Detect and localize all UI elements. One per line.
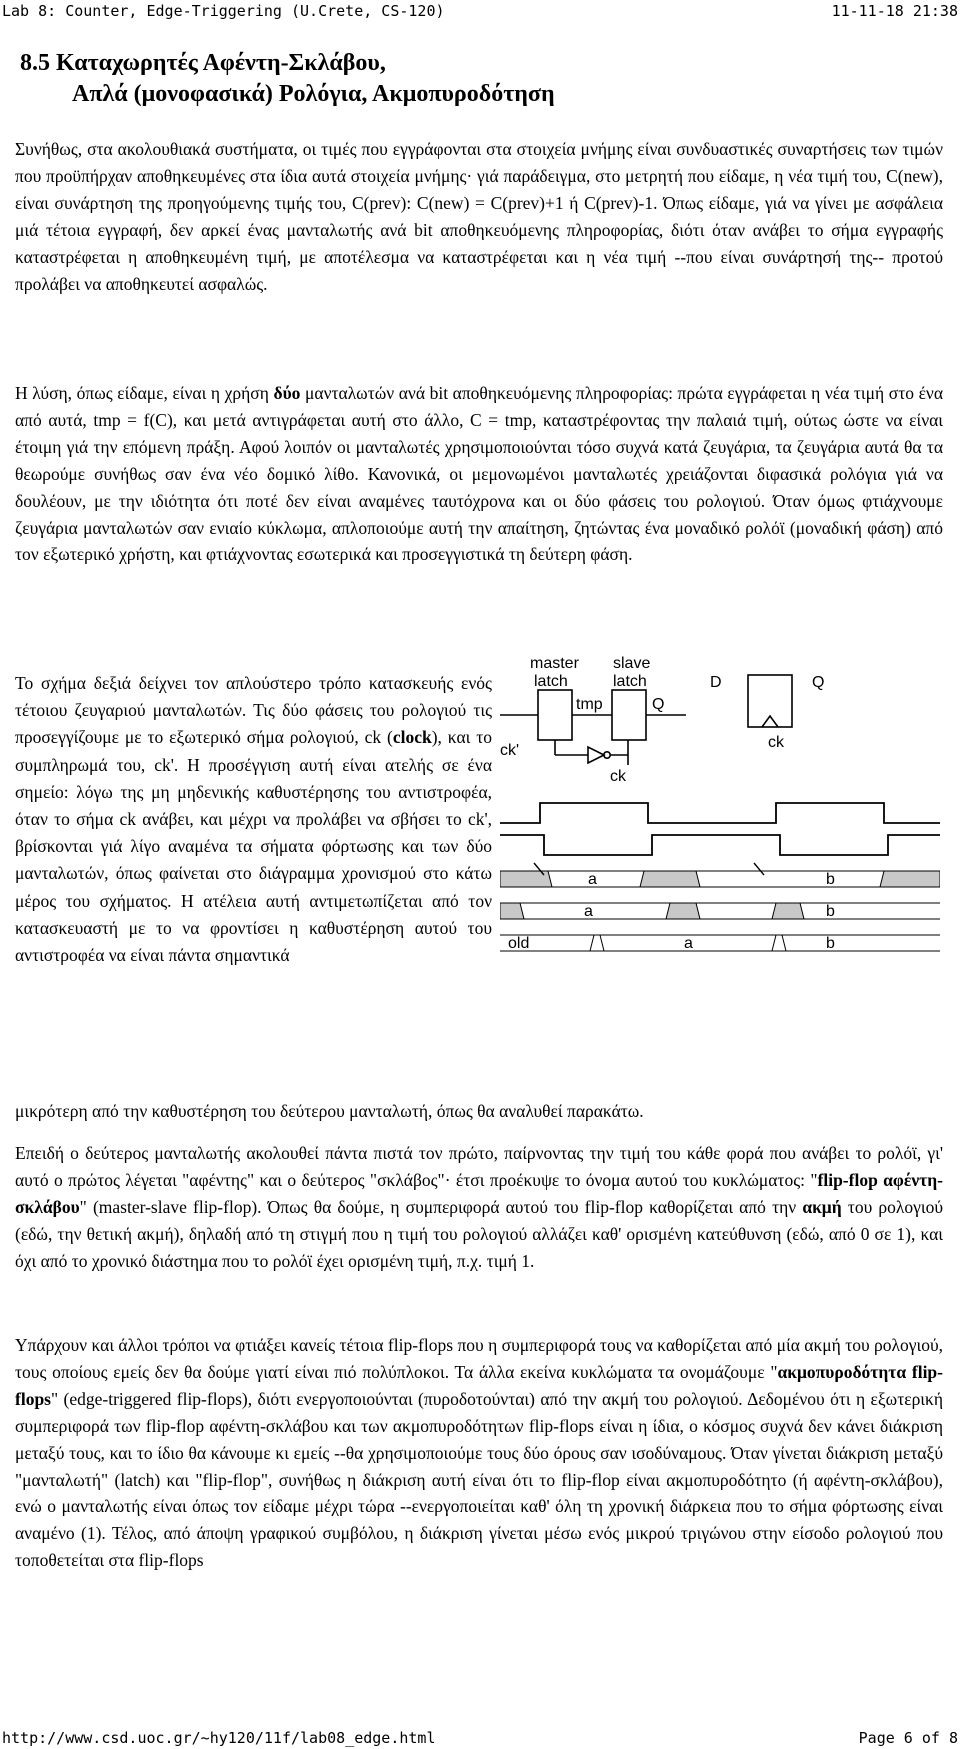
timing-tmp-shaded-1: [500, 903, 524, 919]
timing-d-shaded-3: [880, 871, 940, 887]
para5-text-a: Υπάρχουν και άλλοι τρόποι να φτιάξει κανείς τέτοια flip-flops που η συμπεριφορά τους να καθορίζεται από μία ακμή του ρολογιού, τους οποίους εμείς δεν θα δούμε γιατί είναι πιό πολύπλοκοι. Τα άλλα εκείνα κυκλώματα τα ονομάζουμε ": [15, 1335, 943, 1382]
slave-label-line-2: latch: [613, 673, 647, 690]
section-title-line-1: 8.5 Καταχωρητές Αφέντη-Σκλάβου,: [20, 50, 386, 76]
timing-tmp-row: [500, 903, 940, 920]
timing-ckp-waveform: [500, 835, 940, 855]
schematic-tmp-label: tmp: [576, 696, 603, 713]
paragraph-3: [15, 670, 492, 969]
section-title-line-2: Απλά (μονοφασικά) Ρολόγια, Ακμοπυροδότηση: [72, 81, 555, 107]
para5-bold-edge-triggered: ακμοπυροδότητα flip-flops: [15, 1361, 943, 1409]
para3-text-c: ), και το συμπληρωμά του, ck'. Η προσέγγιση αυτή είναι ατελής σε ένα σημείο: λόγω της μη μηδενικής καθυστέρησης του αντιστροφέα, όταν το σήμα ck ανάβει, και μέχρι να προλάβει να σβήσει το ck', βρίσκονται γιά λίγο αναμένα τα σήματα φόρτωσης και των δύο μανταλωτών, όπως φαίνεται στο διάγραμμα χρονισμού στο κάτω μέρος του σχήματος. Η ατέλεια αυτή αντιμετωπίζεται από τον κατασκευαστή με το να φροντίσει η καθυστέρηση αυτού του αντιστροφέα να είναι πάντα σημαντικά: [15, 727, 492, 966]
schematic-ckp-label: ck': [500, 742, 520, 759]
flipflop-q-label: Q: [812, 674, 825, 691]
timing-tmp-shaded-3: [772, 903, 804, 919]
para2-text-c: μανταλωτών ανά bit αποθηκευόμενης πληροφορίας: πρώτα εγγράφεται η νέα τιμή στο ένα από αυτά, tmp = f(C), και μετά αντιγράφεται αυτή στο άλλο, C = tmp, καταστρέφοντας την παλαιά τιμή, ούτως ώστε να είναι έτοιμη γιά την επόμενη πράξη. Αφού λοιπόν οι μανταλωτές χρησιμοποιούνται τόσο συχνά κατά ζευγάρια, τα ζευγάρια αυτά θα τα θεωρούμε συνήθως σαν ένα νέο δομικό λίθο. Κανονικά, οι μεμονωμένοι μανταλωτές χρειάζονται διφασικά ρολόγια γιά να δουλέουν, με την ιδιότητα ότι ποτέ δεν είναι αναμένες ταυτόχρονα και οι δύο φάσεις του ρολογιού. Όταν όμως φτιάχνουμε ζευγάρια μανταλωτών σαν ενιαίο κύκλωμα, απλοποιούμε αυτή την απαίτηση, ζητώντας ένα μοναδικό ρολόϊ (μοναδική φάση) από τον εξωτερικό χρήστη, και φτιάχνοντας εσωτερικά και προσεγγιστικά τη δεύτερη φάση.: [15, 383, 944, 565]
timing-d-shaded-2: [640, 871, 700, 887]
paragraph-2: [15, 380, 943, 568]
paragraph-4: [15, 1140, 943, 1275]
timing-tmp-shaded-2: [666, 903, 700, 919]
para3-text-a: Το σχήμα δεξιά δείχνει τον απλούστερο τρόπο κατασκευής ενός τέτοιου ζευγαριού μανταλωτών. Τις δύο φάσεις του ρολογιού τις προσεγγίζουμε με το εξωτερικό σήμα ρολογιού, ck (: [15, 673, 492, 748]
timing-ck-waveform: [500, 803, 940, 823]
slave-latch-box: [612, 690, 646, 740]
timing-q-transition-2: [772, 935, 786, 951]
para4-text-a: Επειδή ο δεύτερος μανταλωτής ακολουθεί πάντα πιστά τον πρώτο, παίρνοντας την τιμή του κάθε φορά που ανάβει το ρολόϊ, γι' αυτό ο πρώτος λέγεται "αφέντης" και ο δεύτερος "σκλάβος"· έτσι προέκυψε το όνομα αυτού του κυκλώματος: ": [15, 1143, 943, 1190]
para2-bold-two: δύο: [273, 383, 301, 403]
section-title: [20, 48, 940, 110]
timing-q-transition-1: [590, 935, 604, 951]
flipflop-d-label: D: [710, 674, 722, 691]
para4-text-c: " (master-slave flip-flop). Όπως θα δούμε, η συμπεριφορά αυτού του flip-flop καθορίζεται από την: [79, 1196, 803, 1217]
flipflop-ck-label: ck: [768, 734, 784, 751]
schematic-q-label: Q: [652, 696, 665, 713]
timing-d-row: [500, 863, 940, 888]
header-title: Lab 8: Counter, Edge-Triggering (U.Crete, CS-120): [2, 2, 445, 20]
master-label-line-1: master: [530, 655, 579, 672]
footer-page-number: Page 6 of 8: [858, 1729, 958, 1747]
timing-tmp-value-a: a: [584, 903, 593, 920]
header-datetime: 11-11-18 21:38: [831, 2, 958, 20]
paragraph-3-tail: μικρότερη από την καθυστέρηση του δεύτερου μανταλωτή, όπως θα αναλυθεί παρακάτω.: [15, 1101, 644, 1121]
print-header: [0, 0, 960, 22]
master-label-line-2: latch: [534, 673, 568, 690]
timing-tmp-value-b: b: [826, 903, 835, 920]
master-slave-figure: [500, 655, 940, 1055]
timing-q-row: [500, 935, 940, 952]
para2-text-a: Η λύση, όπως είδαμε, είναι η χρήση: [15, 383, 274, 403]
flipflop-clock-triangle: [762, 716, 778, 727]
timing-diagram: [500, 803, 940, 952]
master-latch-box: [538, 690, 572, 740]
timing-q-value-b: b: [826, 935, 835, 952]
footer-url: http://www.csd.uoc.gr/~hy120/11f/lab08_edge.html: [2, 1729, 436, 1747]
para4-bold-edge: ακμή: [802, 1196, 842, 1217]
para4-bold-flipflop: flip-flop αφέντη-σκλάβου: [15, 1169, 943, 1217]
slave-label-line-1: slave: [613, 655, 651, 672]
timing-d-value-a: a: [588, 871, 597, 888]
timing-d-arrow-2: [754, 863, 764, 875]
flipflop-box: [748, 675, 792, 727]
paragraph-1: Συνήθως, στα ακολουθιακά συστήματα, οι τιμές που εγγράφονται στα στοιχεία μνήμης είναι συνδυαστικές συναρτήσεις των τιμών που προϋπήρχαν αποθηκευμένες στα ίδια αυτά στοιχεία μνήμης· γιά παράδειγμα, στο μετρητή που είδαμε, η νέα τιμή του, C(new), είναι συνάρτηση της προηγούμενης τιμής του, C(prev): C(new) = C(prev)+1 ή C(prev)-1. Όπως είδαμε, γιά να γίνει με ασφάλεια μιά τέτοια εγγραφή, δεν αρκεί ένας μανταλωτής ανά bit αποθηκευόμενης πληροφορίας, διότι όταν ανάβει το σήμα εγγραφής καταστρέφεται η αποθηκευμένη τιμή, με αποτέλεσμα να καταστρέφεται και η νέα τιμή --που είναι συνάρτησή της-- προτού προλάβει να αποθηκευτεί ασφαλώς.: [15, 139, 943, 294]
timing-d-shaded-1: [500, 871, 552, 887]
para4-text-e: του ρολογιού (εδώ, την θετική ακμή), δηλαδή από τη στιγμή που η τιμή του ρολογιού αλλάζει καθ' ορισμένη κατεύθυνση (εδώ, από 0 σε 1), και όχι από το χρονικό διάστημα που το ρολόϊ έχει ορισμένη τιμή, π.χ. τιμή 1.: [15, 1196, 943, 1271]
para3-bold-clock: clock: [392, 727, 432, 748]
schematic-ck-label: ck: [610, 768, 626, 785]
print-footer: [0, 1727, 960, 1749]
timing-q-value-old: old: [508, 935, 530, 952]
inverter-triangle: [588, 747, 604, 763]
timing-d-value-b: b: [826, 871, 835, 888]
paragraph-5: [15, 1332, 943, 1574]
para5-text-c: " (edge-triggered flip-flops), διότι ενεργοποιούνται (πυροδοτούνται) από την ακμή του ρολογιού. Δεδομένου ότι η εξωτερική συμπεριφορά των flip-flop αφέντη-σκλάβου και των ακμοπυροδότητων flip-flops είναι η ίδια, ο κόσμος συχνά δεν κάνει διάκριση μεταξύ τους, και το ίδιο θα κάνουμε κι εμείς --θα χρησιμοποιούμε τους δύο όρους σαν ισοδύναμους. Όταν γίνεται διάκριση μεταξύ "μανταλωτή" (latch) και "flip-flop", συνήθως η διάκριση αυτή είναι ότι το flip-flop είναι ακμοπυροδότητο (ή αφέντη-σκλάβου), ενώ ο μανταλωτής είναι όπως τον είδαμε μέχρι τώρα --ενεργοποιείται καθ' όλη τη χρονική διάρκεια που το σήμα φόρτωσης είναι αναμένο (1). Τέλος, από άποψη γραφικού συμβόλου, η διάκριση γίνεται μέσω ενός μικρού τριγώνου στην είσοδο ρολογιού που τοποθετείται στα flip-flops: [15, 1388, 943, 1571]
timing-q-value-a: a: [684, 935, 693, 952]
